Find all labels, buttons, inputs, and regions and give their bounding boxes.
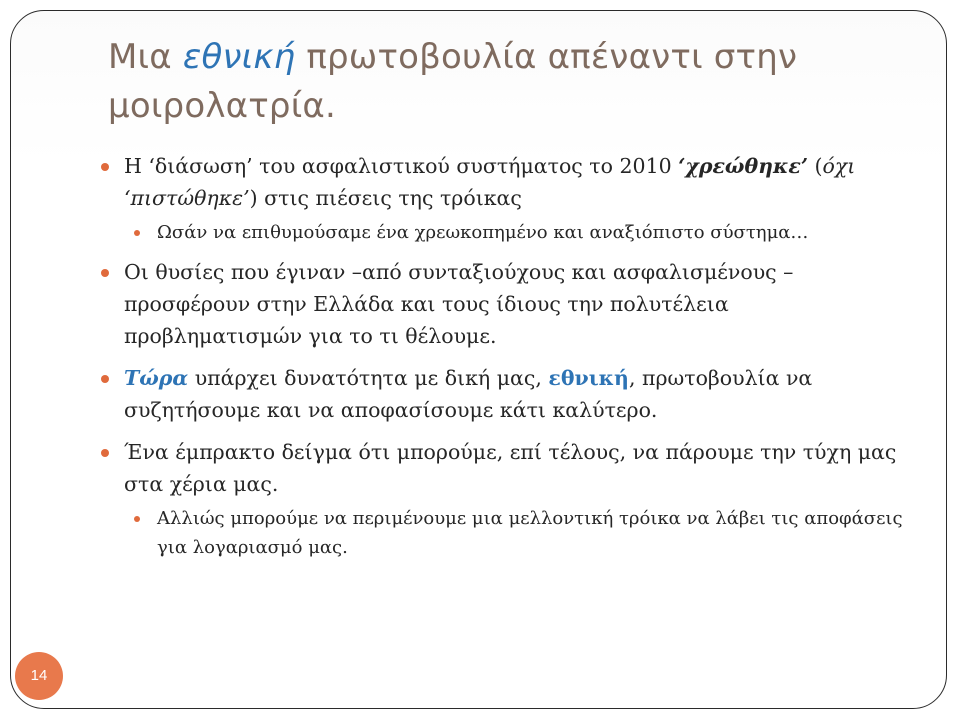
bullet-3-text-a: υπάρχει δυνατότητα με δική μας, xyxy=(188,366,549,390)
sub-bullet-1-text: Ωσάν να επιθυμούσαμε ένα χρεωκοπημένο και αναξιόπιστο σύστημα… xyxy=(157,222,809,243)
title-part-1: Μια xyxy=(108,37,183,77)
bullet-1-emphasis-charged: ‘χρεώθηκε’ xyxy=(678,154,808,178)
bullet-2-text: Οι θυσίες που έγιναν –από συνταξιούχους και ασφαλισμένους – προσφέρουν στην Ελλάδα και τους ίδιους την πολυτέλεια προβληματισμών για το τι θέλουμε. xyxy=(124,260,794,348)
title-part-2: πρωτοβουλία απέναντι στην μοιρολατρία. xyxy=(108,37,798,126)
bullet-item-2 xyxy=(98,256,913,352)
bullet-item-1 xyxy=(98,150,913,214)
bullet-1-text-c: ) στις πιέσεις της τρόικας xyxy=(249,186,522,210)
bullet-item-3 xyxy=(98,362,913,426)
bullet-1-text-a: Η ‘διάσωση’ του ασφαλιστικού συστήματος το 2010 xyxy=(124,154,679,178)
bullet-item-4 xyxy=(98,436,913,500)
bullet-list xyxy=(98,150,913,571)
sub-bullet-2-text: Αλλιώς μπορούμε να περιμένουμε μια μελλοντική τρόικα να λάβει τις αποφάσεις για λογαριασμό μας. xyxy=(157,508,903,558)
page-number-badge: 14 xyxy=(15,652,63,700)
sub-bullet-item-1 xyxy=(131,218,913,247)
bullet-1-italic-credited: όχι ‘πιστώθηκε’ xyxy=(124,154,856,210)
sub-bullet-item-2 xyxy=(131,504,913,562)
bullet-3-emphasis-national: εθνική xyxy=(548,366,629,390)
bullet-1-text-b: ( xyxy=(807,154,823,178)
slide-title xyxy=(108,33,908,131)
title-accent-word: εθνική xyxy=(182,37,296,77)
bullet-3-emphasis-now: Τώρα xyxy=(124,366,189,390)
bullet-4-text: Ένα έμπρακτο δείγμα ότι μπορούμε, επί τέλους, να πάρουμε την τύχη μας στα χέρια μας. xyxy=(124,440,897,496)
bullet-3-text-b: , πρωτοβουλία να συζητήσουμε και να αποφασίσουμε κάτι καλύτερο. xyxy=(124,366,813,422)
